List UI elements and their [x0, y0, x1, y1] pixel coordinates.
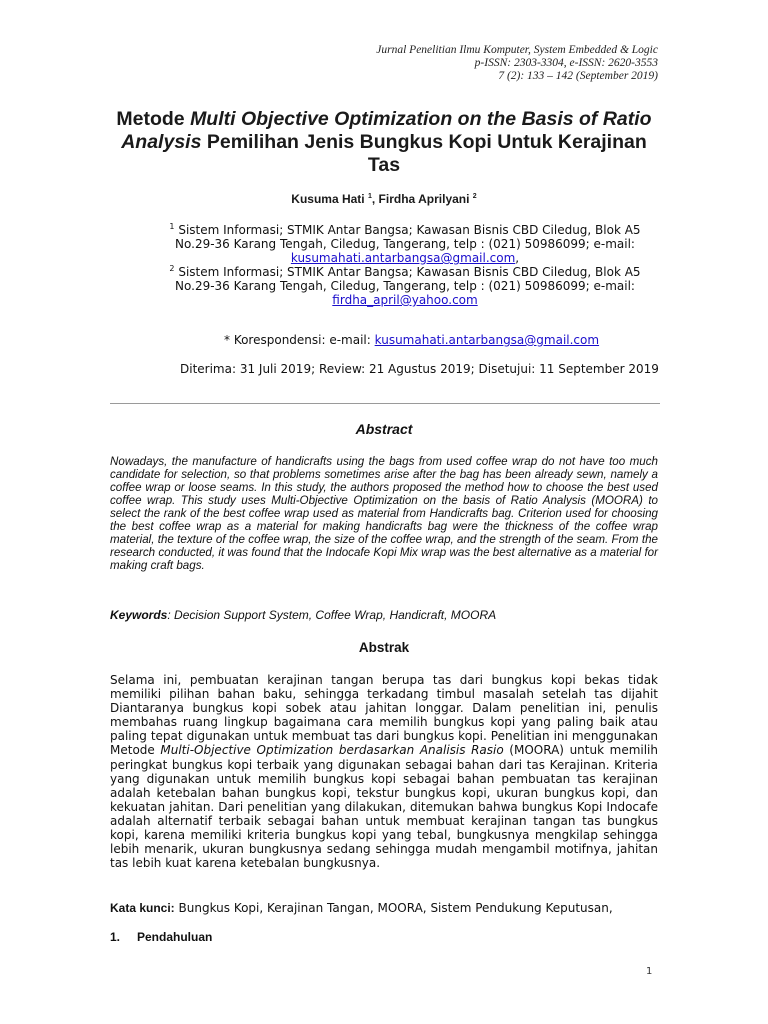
correspondence [224, 333, 599, 347]
abstrak-heading: Abstrak [358, 640, 410, 655]
keywords-indonesian [110, 901, 670, 915]
author-2-sup: 2 [472, 193, 477, 200]
title-part1: Metode [116, 108, 191, 130]
title-part3: Pemilihan Jenis Bungkus Kopi Untuk Kerajinan Tas [201, 131, 647, 176]
kata-kunci-label: Kata kunci: [110, 901, 175, 915]
section-title: Pendahuluan [137, 930, 213, 944]
keywords-label: Keywords [110, 608, 168, 622]
affiliation-1-end: , [515, 251, 520, 265]
page-number: 1 [646, 966, 653, 977]
author-list [110, 192, 658, 206]
journal-name: Jurnal Penelitian Ilmu Komputer, System Embedded & Logic [376, 44, 658, 56]
affiliation-1-text: Sistem Informasi; STMIK Antar Bangsa; Kawasan Bisnis CBD Ciledug, Blok A5 No.29-36 Karang Tengah, Ciledug, Tangerang, telp : (021) 50986099; e-mail: [174, 223, 641, 251]
title-part2: Multi Objective Optimization on the Basis of Ratio Analysis [121, 108, 652, 153]
header-divider [110, 403, 660, 404]
affiliation-1 [150, 220, 660, 265]
keywords-list: : Decision Support System, Coffee Wrap, Handicraft, MOORA [167, 608, 497, 622]
kata-kunci-list: Bungkus Kopi, Kerajinan Tangan, MOORA, Sistem Pendukung Keputusan, [174, 901, 613, 915]
author-sep: , [371, 192, 379, 206]
journal-issn: p-ISSN: 2303-3304, e-ISSN: 2620-3553 [474, 57, 658, 69]
correspondence-email-link[interactable]: kusumahati.antarbangsa@gmail.com [374, 333, 600, 347]
author-2: Firdha Aprilyani [378, 192, 473, 206]
correspondence-label: * Korespondensi: e-mail: [224, 333, 375, 347]
submission-dates: Diterima: 31 Juli 2019; Review: 21 Agustus 2019; Disetujui: 11 September 2019 [180, 362, 659, 376]
abstract-english: Nowadays, the manufacture of handicrafts using the bags from used coffee wrap do not have too much candidate for selection, so that problems sometimes arise after the bag has been already sewn, namely a coffee wrap or loose seams. In this study, the authors proposed the method how to choose the best used coffee wrap. This study uses Multi-Objective Optimization on the basis of Ratio Analysis (MOORA) to select the rank of the best coffee wrap used as material from Handicrafts bag. Criterion used for choosing the best coffee wrap as a material for making handicrafts bag were the thickness of the coffee wrap material, the texture of the coffee wrap, the size of the coffee wrap, and the strength of the seam. From the research conducted, it was found that the Indocafe Kopi Mix wrap was the best alternative as a material for making craft bags. [110, 455, 658, 572]
abstract-heading: Abstract [355, 421, 413, 437]
abstrak-part1: Selama ini, pembuatan kerajinan tangan berupa tas dari bungkus kopi bekas tidak memiliki pilihan bahan baku, sehingga terkadang timbul masalah setelah tas dijahit Diantaranya bungkus kopi sobek atau jahitan longgar. Dalam penelitian ini, penulis membahas ruang lingkup bagaimana cara memilih bungkus kopi yang paling baik atau paling tepat digunakan untuk membuat tas dari bungkus kopi. Penelitian ini menggunakan Metode [110, 673, 658, 758]
affiliation-1-sup: 1 [169, 222, 175, 231]
journal-volume: 7 (2): 133 – 142 (September 2019) [498, 70, 658, 82]
keywords-english [110, 608, 658, 622]
journal-header [376, 44, 658, 83]
abstract-indonesian [110, 673, 658, 870]
affiliation-2-text: Sistem Informasi; STMIK Antar Bangsa; Kawasan Bisnis CBD Ciledug, Blok A5 No.29-36 Karang Tengah, Ciledug, Tangerang, telp : (021) 50986099; e-mail: [174, 265, 641, 293]
affiliation-2 [150, 262, 660, 307]
author-1-sup: 1 [367, 193, 372, 200]
affiliation-2-sup: 2 [169, 264, 175, 273]
abstrak-part2: (MOORA) untuk memilih peringkat bungkus kopi terbaik yang digunakan sebagai bahan dari tas Kerajinan. Kriteria yang digunakan untuk memilih bungkus kopi sebagai bahan pembuatan tas kerajinan adalah ketebalan bahan bungkus kopi, tekstur bungkus kopi, ukuran bungkus kopi, dan kekuatan jahitan. Dari penelitian yang dilakukan, ditemukan bahwa bungkus Kopi Indocafe adalah alternatif terbaik sebagai bahan untuk membuat kerajinan tangan tas bungkus kopi, karena memiliki kriteria bungkus kopi yang tebal, bungkusnya mengkilap sehingga lebih menarik, ukuran bungkusnya sedang sehingga mudah mengambil motifnya, jahitan tas lebih kuat karena ketebalan bungkusnya. [110, 743, 658, 871]
section-number: 1. [110, 930, 121, 944]
author-1: Kusuma Hati [291, 192, 368, 206]
affiliation-1-email-link[interactable]: kusumahati.antarbangsa@gmail.com [290, 251, 516, 265]
affiliation-2-email-link[interactable]: firdha_april@yahoo.com [332, 293, 478, 307]
section-heading-1 [110, 930, 212, 944]
paper-title [110, 108, 658, 177]
abstrak-italic: Multi-Objective Optimization berdasarkan Analisis Rasio [160, 743, 504, 758]
